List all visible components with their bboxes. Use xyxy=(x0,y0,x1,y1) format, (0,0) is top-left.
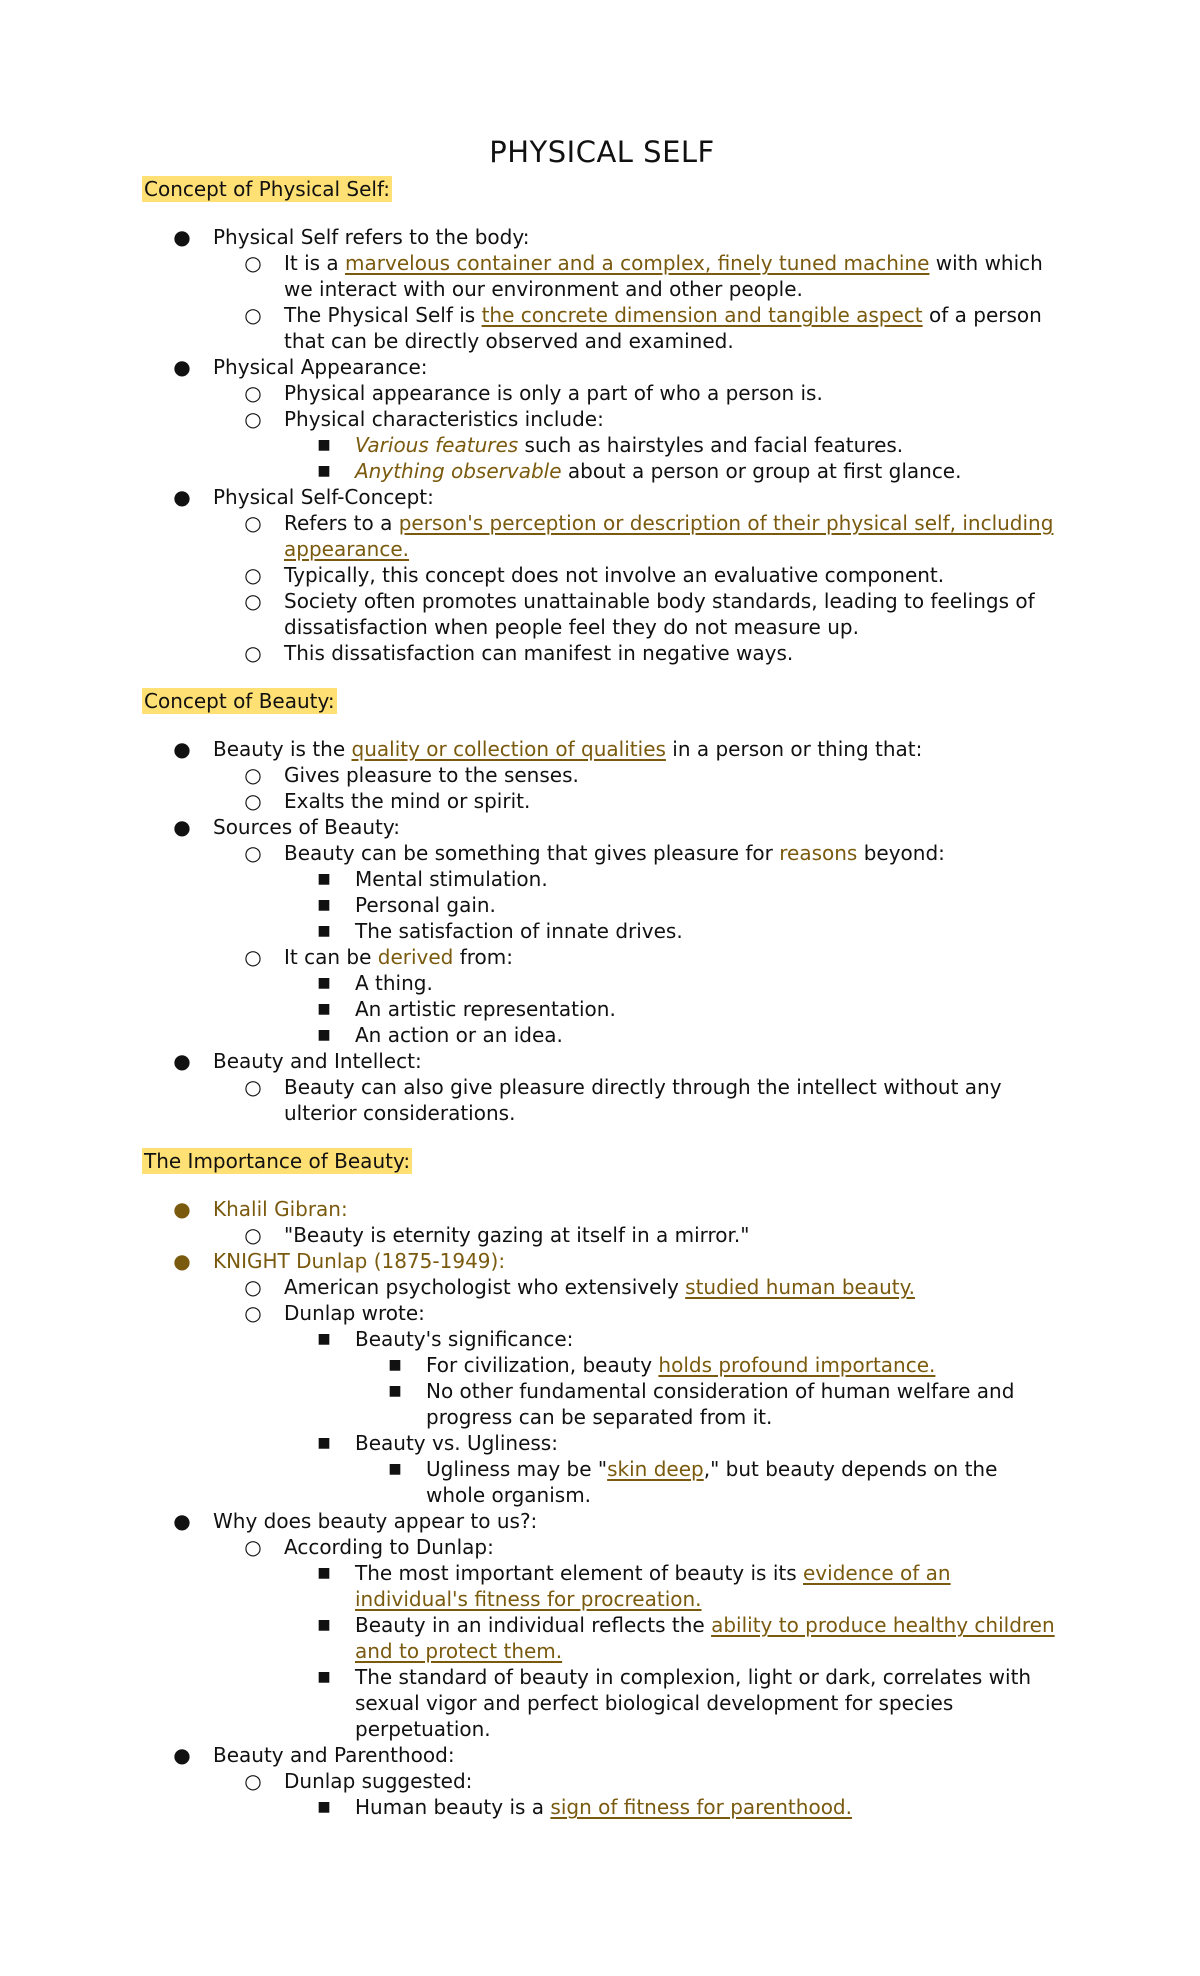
bullet-icon: ● xyxy=(173,1743,191,1767)
highlight-link[interactable]: holds profound importance. xyxy=(658,1353,936,1377)
list-item: ○ This dissatisfaction can manifest in negative ways. xyxy=(244,641,794,665)
emphasis-text: derived xyxy=(377,945,454,969)
list-item xyxy=(213,1222,1062,1248)
section-beauty xyxy=(142,688,1062,1126)
list-item: ■ No other fundamental consideration of human welfare and progress can be separated from it. xyxy=(355,1378,1062,1430)
square-bullet-icon: ■ xyxy=(317,1617,331,1633)
square-bullet-icon: ■ xyxy=(317,871,331,887)
highlight-link[interactable]: skin deep xyxy=(607,1457,704,1481)
bullet-list xyxy=(142,224,1062,666)
square-bullet-icon: ■ xyxy=(317,1027,331,1043)
page-title: PHYSICAL SELF xyxy=(489,135,715,169)
highlight-link[interactable]: marvelous container and a complex, finely tuned machine xyxy=(345,251,930,275)
list-item: ■ Beauty in an individual reflects the ability to produce healthy children and to protect them. xyxy=(284,1612,1062,1664)
bullet-list xyxy=(142,1196,1062,1820)
highlight-link[interactable]: the concrete dimension and tangible aspect xyxy=(481,303,923,327)
highlight-link[interactable]: ability to produce healthy children and to protect them. xyxy=(355,1613,1055,1663)
square-bullet-icon: ■ xyxy=(388,1383,402,1399)
square-bullet-icon: ■ xyxy=(388,1461,402,1477)
section-heading: Concept of Beauty: xyxy=(144,689,335,713)
list-item: ○ According to Dunlap: ■ The most important element of beauty is its evidence of an individual's fitness for procreation. ■ Beauty in an individual reflects the ability to produce healthy children and to protect them. ■ The standard of beauty in complexion, light or dark, correlates with sexual vigor and perfect biological development for species perpetuation. xyxy=(213,1534,1062,1742)
circle-bullet-icon: ○ xyxy=(244,789,262,813)
section-heading: The Importance of Beauty: xyxy=(144,1149,411,1173)
list-item: ○ Dunlap suggested: ■ Human beauty is a sign of fitness for parenthood. xyxy=(213,1768,1062,1820)
square-bullet-icon: ■ xyxy=(317,1435,331,1451)
list-item: ○ Society often promotes unattainable body standards, leading to feelings of dissatisfaction when people feel they do not measure up. xyxy=(244,589,1035,639)
list-item: ○ Refers to a person's perception or description of their physical self, including appearance. xyxy=(244,511,1054,561)
square-bullet-icon: ■ xyxy=(317,1669,331,1685)
list-item: ■ An artistic representation. xyxy=(284,996,1062,1022)
list-item: ○ Physical appearance is only a part of who a person is. xyxy=(244,381,823,405)
list-item: ■ Various features such as hairstyles and facial features. xyxy=(284,432,1062,458)
quote-text: "Beauty is eternity gazing at itself in a mirror." xyxy=(284,1223,750,1247)
list-item: ● Khalil Gibran: ○ "Beauty is eternity gazing at itself in a mirror." xyxy=(142,1196,1062,1248)
list-item: ○ It is a marvelous container and a complex, finely tuned machine with which we interact with our environment and other people. xyxy=(244,251,1043,301)
list-item: ■ An action or an idea. xyxy=(284,1022,1062,1048)
bullet-icon: ● xyxy=(173,1049,191,1073)
circle-bullet-icon: ○ xyxy=(244,407,262,431)
emphasis-text: Anything observable xyxy=(355,459,562,483)
square-bullet-icon: ■ xyxy=(317,1001,331,1017)
list-item: ■ Ugliness may be "skin deep," but beauty depends on the whole organism. xyxy=(355,1456,1062,1508)
bullet-icon: ● xyxy=(173,485,191,509)
square-bullet-icon: ■ xyxy=(317,1331,331,1347)
circle-bullet-icon: ○ xyxy=(244,841,262,865)
highlight-link[interactable]: person's perception or description of their physical self, including appearance. xyxy=(284,511,1054,561)
list-item: ○ Gives pleasure to the senses. xyxy=(244,763,579,787)
list-item: ● Physical Self-Concept: ○ Refers to a person's perception or description of their physical self, including appearance. ○ Typically, this concept does not involve an evaluative component. ○ Society often promotes unattainable body standards, leading to feelings of dissatisfaction when people feel they do not measure up. ○ This dissatisfaction can manifest in negative ways. xyxy=(142,484,1062,666)
bullet-icon: ● xyxy=(173,355,191,379)
list-item: ○ Physical characteristics include: ■ Various features such as hairstyles and facial features. ■ Anything observable about a person or group at first glance. xyxy=(213,406,1062,484)
list-item: ● Why does beauty appear to us?: ○ According to Dunlap: ■ The most important element of beauty is its evidence of an individual's fitness for procreation. ■ Beauty in an individual reflects the ability to produce healthy children and to protect them. ■ The standard of beauty in complexion, light or dark, correlates with sexual vigor and perfect biological development for species perpetuation. xyxy=(142,1508,1062,1742)
list-item: ○ Beauty can be something that gives pleasure for reasons beyond: ■ Mental stimulation. ■ Personal gain. ■ The satisfaction of innate drives. xyxy=(213,840,1062,944)
document-page xyxy=(142,134,1062,1820)
bullet-icon: ● xyxy=(173,815,191,839)
section-heading: Concept of Physical Self: xyxy=(144,177,391,201)
list-item: ○ Typically, this concept does not involve an evaluative component. xyxy=(244,563,945,587)
square-bullet-icon: ■ xyxy=(317,1565,331,1581)
list-item: ● KNIGHT Dunlap (1875-1949): ○ American psychologist who extensively studied human beauty. ○ Dunlap wrote: ■ Beauty's significance: ■ For civilization, beauty holds profound importance. ■ No other fundamental consideration of human welfare and progress can be separated from it. ■ Beauty vs. Ugliness: ■ Ugliness may be "skin deep," but beauty depends on the whole organism. xyxy=(142,1248,1062,1508)
square-bullet-icon: ■ xyxy=(317,923,331,939)
square-bullet-icon: ■ xyxy=(317,975,331,991)
circle-bullet-icon: ○ xyxy=(244,381,262,405)
list-item: ■ Beauty's significance: ■ For civilization, beauty holds profound importance. ■ No other fundamental consideration of human welfare and progress can be separated from it. xyxy=(284,1326,1062,1430)
square-bullet-icon: ■ xyxy=(317,897,331,913)
circle-bullet-icon: ○ xyxy=(244,1301,262,1325)
circle-bullet-icon: ○ xyxy=(244,1075,262,1099)
list-item: ■ The satisfaction of innate drives. xyxy=(284,918,1062,944)
bullet-icon: ● xyxy=(173,1509,191,1533)
circle-bullet-icon: ○ xyxy=(244,1275,262,1299)
list-item: ● Physical Appearance: ○ Physical appearance is only a part of who a person is. ○ Physical characteristics include: ■ Various features such as hairstyles and facial features. ■ Anything observable about a person or group at first glance. xyxy=(142,354,1062,484)
highlight-link[interactable]: quality or collection of qualities xyxy=(351,737,666,761)
square-bullet-icon: ■ xyxy=(388,1357,402,1373)
bullet-icon: ● xyxy=(173,1197,191,1221)
list-item: ○ Beauty can also give pleasure directly through the intellect without any ulterior considerations. xyxy=(244,1075,1002,1125)
circle-bullet-icon: ○ xyxy=(244,563,262,587)
bullet-icon: ● xyxy=(173,737,191,761)
circle-bullet-icon: ○ xyxy=(244,945,262,969)
highlight-link[interactable]: evidence of an individual's fitness for procreation. xyxy=(355,1561,951,1611)
highlight-link[interactable]: sign of fitness for parenthood. xyxy=(550,1795,852,1819)
bullet-icon: ● xyxy=(173,1249,191,1273)
list-item: ○ It can be derived from: ■ A thing. ■ An artistic representation. ■ An action or an idea. xyxy=(213,944,1062,1048)
list-item: ■ Anything observable about a person or group at first glance. xyxy=(284,458,1062,484)
emphasis-text: reasons xyxy=(779,841,858,865)
bullet-icon: ● xyxy=(173,225,191,249)
circle-bullet-icon: ○ xyxy=(244,511,262,535)
list-item: ○ Exalts the mind or spirit. xyxy=(244,789,531,813)
circle-bullet-icon: ○ xyxy=(244,303,262,327)
section-importance-of-beauty xyxy=(142,1148,1062,1820)
list-item: ■ A thing. xyxy=(284,970,1062,996)
circle-bullet-icon: ○ xyxy=(244,763,262,787)
list-item: ■ Mental stimulation. xyxy=(284,866,1062,892)
list-item: ● Beauty is the quality or collection of qualities in a person or thing that: ○ Gives pleasure to the senses. ○ Exalts the mind or spirit. xyxy=(142,736,1062,814)
circle-bullet-icon: ○ xyxy=(244,1535,262,1559)
list-item: ■ For civilization, beauty holds profound importance. xyxy=(355,1352,1062,1378)
list-item: ● Beauty and Parenthood: ○ Dunlap suggested: ■ Human beauty is a sign of fitness for parenthood. xyxy=(142,1742,1062,1820)
circle-bullet-icon: ○ xyxy=(244,641,262,665)
list-item: ■ Personal gain. xyxy=(284,892,1062,918)
emphasis-text: Various features xyxy=(355,433,519,457)
list-item: ○ American psychologist who extensively studied human beauty. xyxy=(244,1275,915,1299)
list-item: ○ Dunlap wrote: ■ Beauty's significance: ■ For civilization, beauty holds profound importance. ■ No other fundamental consideration of human welfare and progress can be separated from it. ■ Beauty vs. Ugliness: ■ Ugliness may be "skin deep," but beauty depends on the whole organism. xyxy=(213,1300,1062,1508)
circle-bullet-icon: ○ xyxy=(244,1223,262,1247)
highlight-link[interactable]: studied human beauty. xyxy=(685,1275,915,1299)
section-physical-self xyxy=(142,176,1062,666)
circle-bullet-icon: ○ xyxy=(244,1769,262,1793)
circle-bullet-icon: ○ xyxy=(244,589,262,613)
square-bullet-icon: ■ xyxy=(317,463,331,479)
list-item: ■ The most important element of beauty is its evidence of an individual's fitness for procreation. xyxy=(284,1560,1062,1612)
list-item: ■ The standard of beauty in complexion, light or dark, correlates with sexual vigor and perfect biological development for species perpetuation. xyxy=(284,1664,1062,1742)
square-bullet-icon: ■ xyxy=(317,1799,331,1815)
list-item: ○ The Physical Self is the concrete dimension and tangible aspect of a person that can be directly observed and examined. xyxy=(244,303,1042,353)
square-bullet-icon: ■ xyxy=(317,437,331,453)
list-item: ● Beauty and Intellect: ○ Beauty can also give pleasure directly through the intellect without any ulterior considerations. xyxy=(142,1048,1062,1126)
list-item: ■ Beauty vs. Ugliness: ■ Ugliness may be "skin deep," but beauty depends on the whole organism. xyxy=(284,1430,1062,1508)
list-item: ● Physical Self refers to the body: ○ It is a marvelous container and a complex, finely tuned machine with which we interact with our environment and other people. ○ The Physical Self is the concrete dimension and tangible aspect of a person that can be directly observed and examined. xyxy=(142,224,1062,354)
list-item: ■ Human beauty is a sign of fitness for parenthood. xyxy=(284,1794,1062,1820)
bullet-list xyxy=(142,736,1062,1126)
list-item: ● Sources of Beauty: ○ Beauty can be something that gives pleasure for reasons beyond: ■ Mental stimulation. ■ Personal gain. ■ The satisfaction of innate drives. ○ It can be derived from: ■ A thing. ■ An artistic representation. ■ An action or an idea. xyxy=(142,814,1062,1048)
circle-bullet-icon: ○ xyxy=(244,251,262,275)
